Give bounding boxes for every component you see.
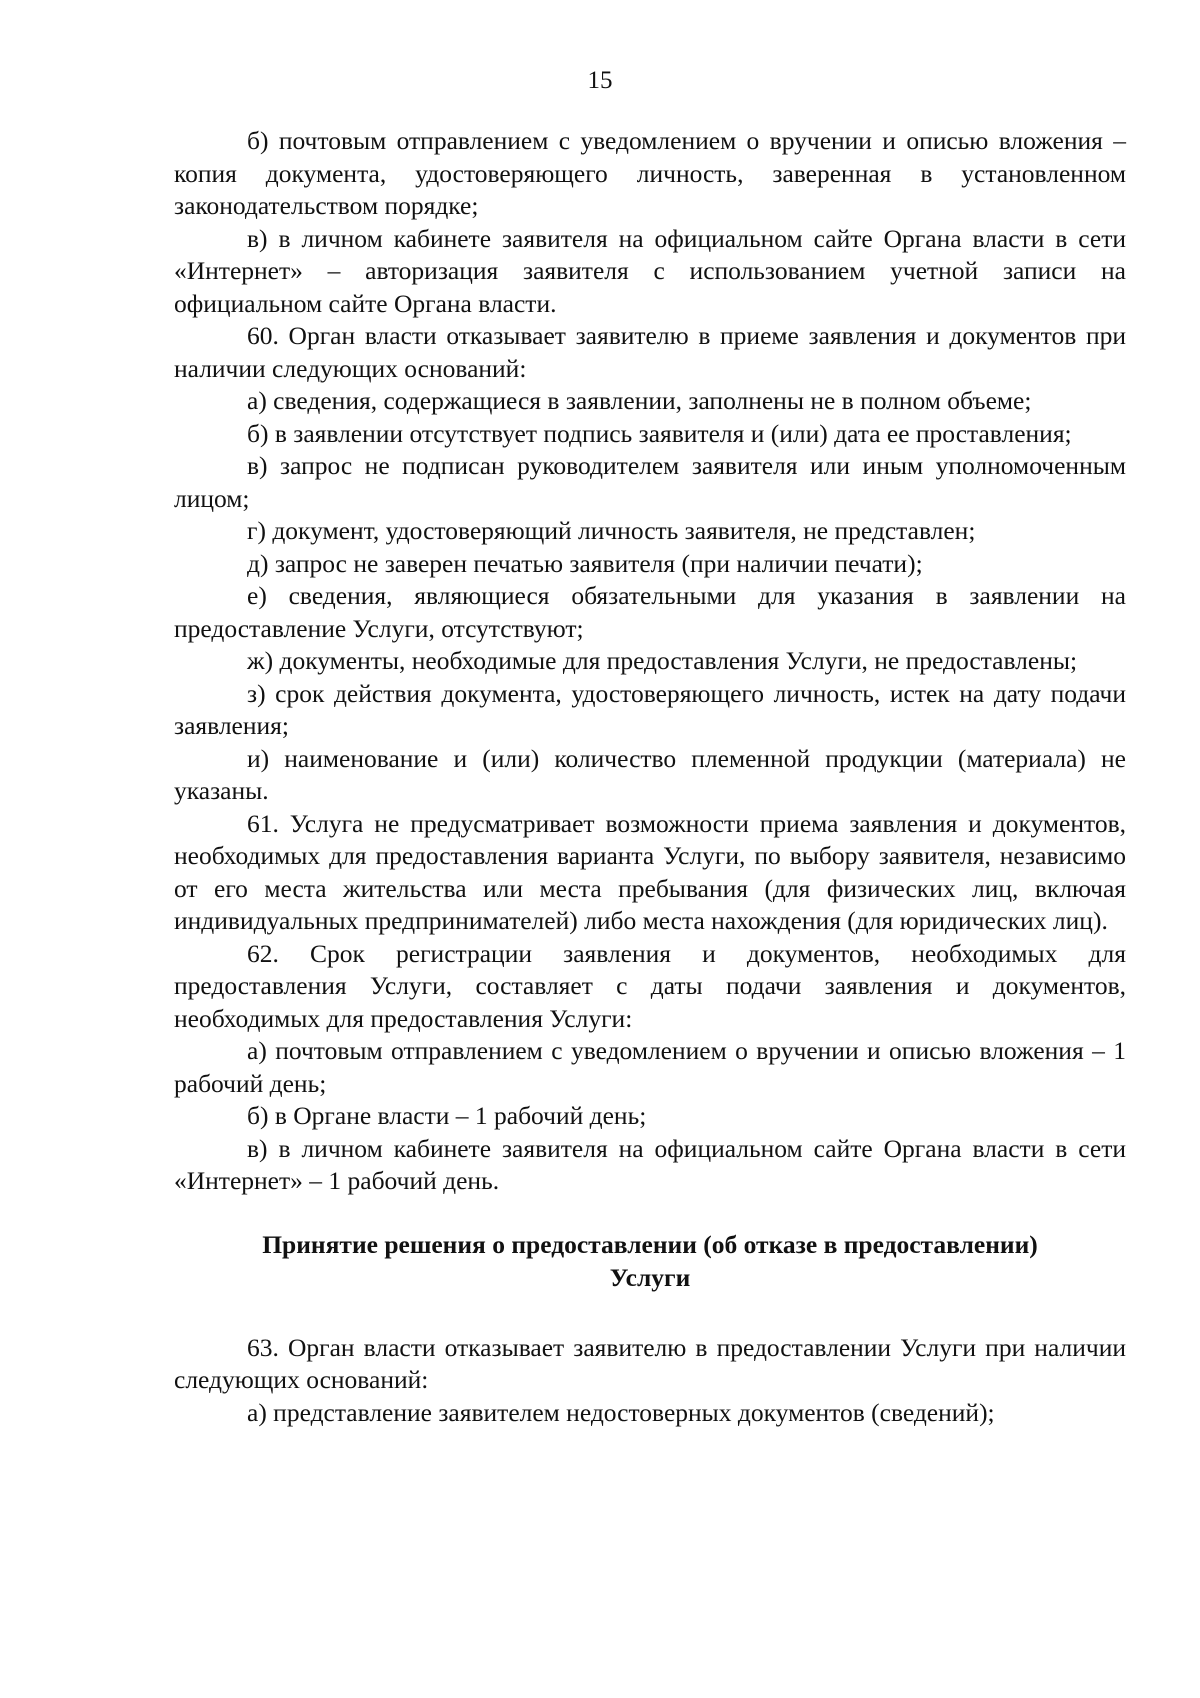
section-heading	[174, 1228, 1126, 1294]
paragraph: в) в личном кабинете заявителя на официальном сайте Органа власти в сети «Интернет» – 1 рабочий день.	[174, 1133, 1126, 1195]
section-heading-line: Принятие решения о предоставлении (об отказе в предоставлении)	[262, 1229, 1038, 1259]
paragraph: и) наименование и (или) количество племенной продукции (материала) не указаны.	[174, 743, 1126, 805]
paragraph: в) в личном кабинете заявителя на официальном сайте Органа власти в сети «Интернет» – авторизация заявителя с использованием учетной записи на официальном сайте Органа власти.	[174, 223, 1126, 318]
document-body	[174, 125, 1126, 1429]
paragraph: д) запрос не заверен печатью заявителя (при наличии печати);	[247, 548, 923, 578]
paragraph-item-60: 60. Орган власти отказывает заявителю в приеме заявления и документов при наличии следующих оснований:	[174, 321, 1126, 383]
paragraph: в) запрос не подписан руководителем заявителя или иным уполномоченным лицом;	[174, 451, 1126, 513]
paragraph-item-63: 63. Орган власти отказывает заявителю в предоставлении Услуги при наличии следующих оснований:	[174, 1332, 1126, 1394]
paragraph: а) почтовым отправлением с уведомлением о вручении и описью вложения – 1 рабочий день;	[174, 1036, 1126, 1098]
paragraph-item-61: 61. Услуга не предусматривает возможности приема заявления и документов, необходимых для предоставления варианта Услуги, по выбору заявителя, независимо от его места жительства или места пребывания (для физических лиц, включая индивидуальных предпринимателей) либо места нахождения (для юридических лиц).	[174, 808, 1126, 935]
paragraph: з) срок действия документа, удостоверяющего личность, истек на дату подачи заявления;	[174, 678, 1126, 740]
paragraph: б) в Органе власти – 1 рабочий день;	[247, 1101, 647, 1130]
paragraph: е) сведения, являющиеся обязательными для указания в заявлении на предоставление Услуги, отсутствуют;	[174, 581, 1126, 643]
page-number: 15	[587, 67, 613, 94]
paragraph: а) сведения, содержащиеся в заявлении, заполнены не в полном объеме;	[247, 386, 1032, 415]
paragraph-item-62: 62. Срок регистрации заявления и документов, необходимых для предоставления Услуги, составляет с даты подачи заявления и документов, необходимых для предоставления Услуги:	[174, 938, 1126, 1033]
paragraph: б) почтовым отправлением с уведомлением о вручении и описью вложения – копия документа, удостоверяющего личность, заверенная в установленном законодательством порядке;	[174, 126, 1126, 220]
paragraph: а) представление заявителем недостоверных документов (сведений);	[247, 1397, 995, 1427]
section-heading-line: Услуги	[609, 1262, 691, 1292]
paragraph: ж) документы, необходимые для предоставления Услуги, не предоставлены;	[247, 646, 1078, 675]
paragraph: б) в заявлении отсутствует подпись заявителя и (или) дата ее проставления;	[247, 418, 1072, 448]
paragraph: г) документ, удостоверяющий личность заявителя, не представлен;	[247, 516, 976, 545]
